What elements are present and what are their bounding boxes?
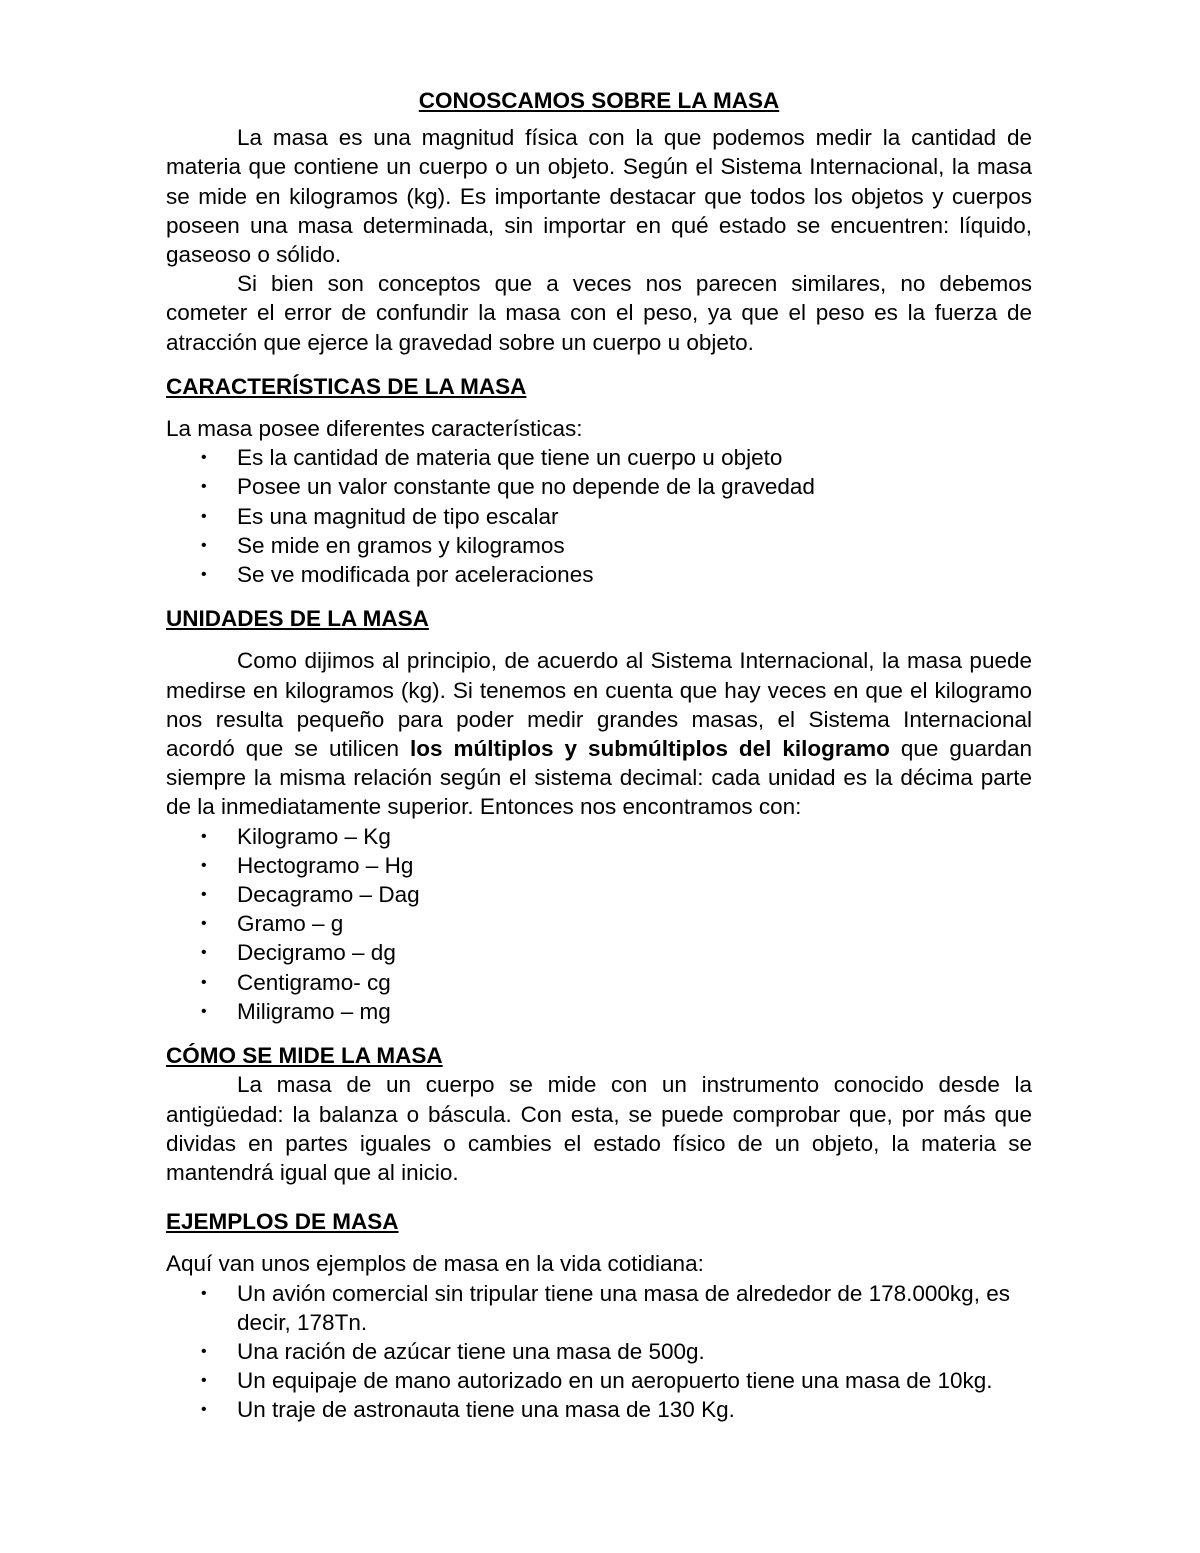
bullet-icon: • <box>201 566 207 584</box>
bullet-icon: • <box>201 449 207 467</box>
list-item: • Miligramo – mg <box>237 997 1032 1026</box>
bullet-icon: • <box>201 886 207 904</box>
caracteristicas-heading: CARACTERÍSTICAS DE LA MASA <box>166 373 527 399</box>
bullet-icon: • <box>201 856 207 874</box>
list-item: • Una ración de azúcar tiene una masa de 500g. <box>237 1337 1032 1366</box>
bullet-icon: • <box>201 1401 207 1419</box>
list-item: • Se mide en gramos y kilogramos <box>237 531 1032 560</box>
bullet-icon: • <box>201 1372 207 1390</box>
unidades-bold-phrase: los múltiplos y submúltiplos del kilogramo <box>410 736 890 762</box>
ejemplos-lead: Aquí van unos ejemplos de masa en la vida cotidiana: <box>166 1251 704 1277</box>
unidades-list <box>166 822 1032 1026</box>
como-se-mide-heading: CÓMO SE MIDE LA MASA <box>166 1043 443 1069</box>
bullet-icon: • <box>201 827 207 845</box>
bullet-icon: • <box>201 536 207 554</box>
como-se-mide-paragraph: La masa de un cuerpo se mide con un instrumento conocido desde la antigüedad: la balanza o báscula. Con esta, se puede comprobar que, por más que dividas en partes iguales o cambies el estado físico de un objeto, la materia se mantendrá igual que al inicio. <box>166 1072 1032 1185</box>
bullet-icon: • <box>201 478 207 496</box>
list-item: • Un equipaje de mano autorizado en un aeropuerto tiene una masa de 10kg. <box>237 1366 1032 1395</box>
list-item: • Decagramo – Dag <box>237 880 1032 909</box>
bullet-icon: • <box>201 507 207 525</box>
list-item: • Centigramo- cg <box>237 968 1032 997</box>
intro-paragraph-2: Si bien son conceptos que a veces nos parecen similares, no debemos cometer el error de confundir la masa con el peso, ya que el peso es la fuerza de atracción que ejerce la gravedad sobre un cuerpo u objeto. <box>166 271 1032 355</box>
bullet-icon: • <box>201 1342 207 1360</box>
list-item: • Un avión comercial sin tripular tiene una masa de alrededor de 178.000kg, es decir, 178Tn. <box>201 1280 1010 1335</box>
bullet-icon: • <box>201 973 207 991</box>
list-item: • Se ve modificada por aceleraciones <box>237 560 1032 589</box>
list-item: • Es la cantidad de materia que tiene un cuerpo u objeto <box>237 443 1032 472</box>
caracteristicas-list <box>166 443 1032 589</box>
caracteristicas-lead: La masa posee diferentes características: <box>166 416 583 442</box>
ejemplos-heading: EJEMPLOS DE MASA <box>166 1209 399 1235</box>
unidades-paragraph: Como dijimos al principio, de acuerdo al Sistema Internacional, la masa puede medirse en kilogramos (kg). Si tenemos en cuenta que hay veces en que el kilogramo nos resulta pequeño para poder medir grandes masas, el Sistema Internacional acordó que se utilicen los múltiplos y submúltiplos del kilogramo que guardan siempre la misma relación según el sistema decimal: cada unidad es la décima parte de la inmediatamente superior. Entonces nos encontramos con: <box>166 648 1032 820</box>
list-item: • Es una magnitud de tipo escalar <box>237 502 1032 531</box>
list-item: • Gramo – g <box>237 909 1032 938</box>
bullet-icon: • <box>201 944 207 962</box>
list-item: • Decigramo – dg <box>237 938 1032 967</box>
bullet-icon: • <box>201 915 207 933</box>
list-item: • Hectogramo – Hg <box>237 851 1032 880</box>
list-item: • Un traje de astronauta tiene una masa de 130 Kg. <box>237 1395 1032 1424</box>
list-item: • Kilogramo – Kg <box>237 822 1032 851</box>
ejemplos-list <box>166 1279 1032 1425</box>
document-title: CONOSCAMOS SOBRE LA MASA <box>418 88 780 113</box>
intro-paragraph-1: La masa es una magnitud física con la que podemos medir la cantidad de materia que contiene un cuerpo o un objeto. Según el Sistema Internacional, la masa se mide en kilogramos (kg). Es importante destacar que todos los objetos y cuerpos poseen una masa determinada, sin importar en qué estado se encuentren: líquido, gaseoso o sólido. <box>166 125 1032 268</box>
bullet-icon: • <box>201 1002 207 1020</box>
unidades-heading: UNIDADES DE LA MASA <box>166 606 429 632</box>
list-item: • Posee un valor constante que no depende de la gravedad <box>237 472 1032 501</box>
bullet-icon: • <box>201 1284 207 1302</box>
